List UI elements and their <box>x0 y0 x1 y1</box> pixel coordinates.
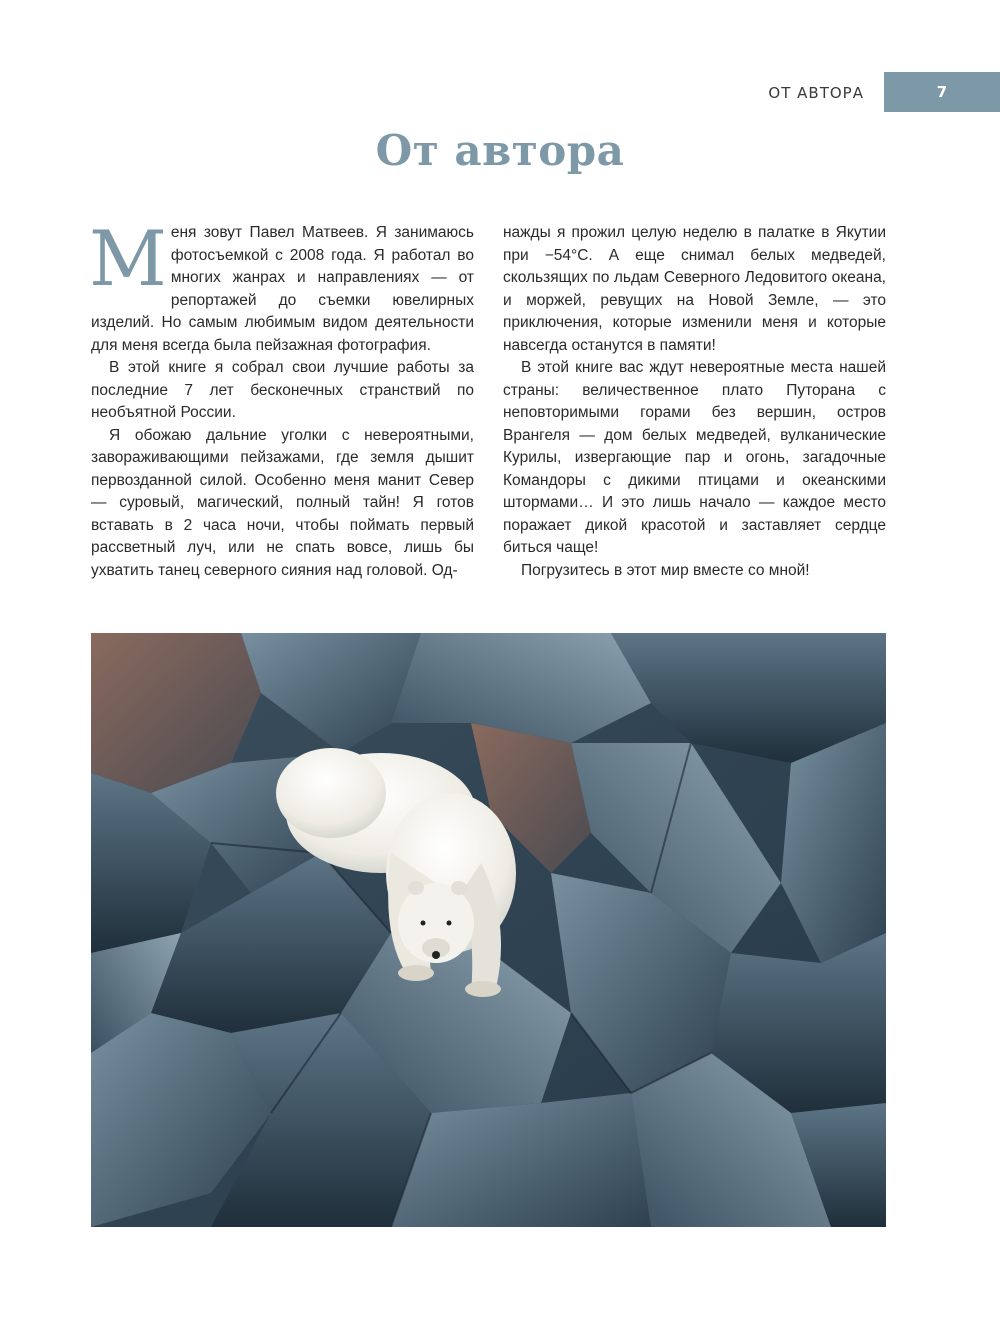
paragraph <box>89 214 474 357</box>
polar-bear-on-rocks-image <box>91 633 886 1227</box>
running-head: ОТ АВТОРА <box>768 84 864 102</box>
paragraph: В этой книге я собрал свои лучшие работы за последние 7 лет бесконечных странствий по необъятной России. <box>91 359 474 421</box>
paragraph-text: еня зовут Павел Матвеев. Я занимаюсь фотосъемкой с 2008 года. Я работал во многих жанрах и направлениях — от репортажей до съемки ювелирных изделий. Но самым любимым видом деятельности для меня всегда была пейзажная фотография. <box>91 224 474 354</box>
page-number: 7 <box>936 83 948 101</box>
paragraph: нажды я прожил целую неделю в палатке в Якутии при −54°С. А еще снимал белых медведей, скользящих по льдам Северного Ледовитого океана, и моржей, ревущих на Новой Земле, — это приключения, которые изменили меня и которые навсегда останутся в памяти! <box>503 224 886 354</box>
left-column <box>89 214 474 582</box>
page-title: От автора <box>375 126 625 175</box>
text-columns <box>89 214 886 582</box>
drop-cap: М <box>89 214 167 303</box>
page-number-tab <box>884 72 1000 112</box>
polar-bear-photo <box>91 633 886 1227</box>
right-column <box>503 222 886 582</box>
paragraph: Погрузитесь в этот мир вместе со мной! <box>521 561 810 579</box>
paragraph: В этой книге вас ждут невероятные места нашей страны: величественное плато Путорана с неповторимыми горами без вершин, остров Врангеля — дом белых медведей, вулканические Курилы, извергающие пар и огонь, загадочные Командоры с дикими птицами и океанскими штормами… И это лишь начало — каждое место поражает дикой красотой и заставляет сердце биться чаще! <box>503 359 886 556</box>
paragraph: Я обожаю дальние уголки с невероятными, завораживающими пейзажами, где земля дышит первозданной силой. Особенно меня манит Север — суровый, магический, полный тайн! Я готов вставать в 2 часа ночи, чтобы поймать первый рассветный луч, или не спать вовсе, лишь бы ухватить танец северного сияния над головой. Од- <box>91 426 474 579</box>
